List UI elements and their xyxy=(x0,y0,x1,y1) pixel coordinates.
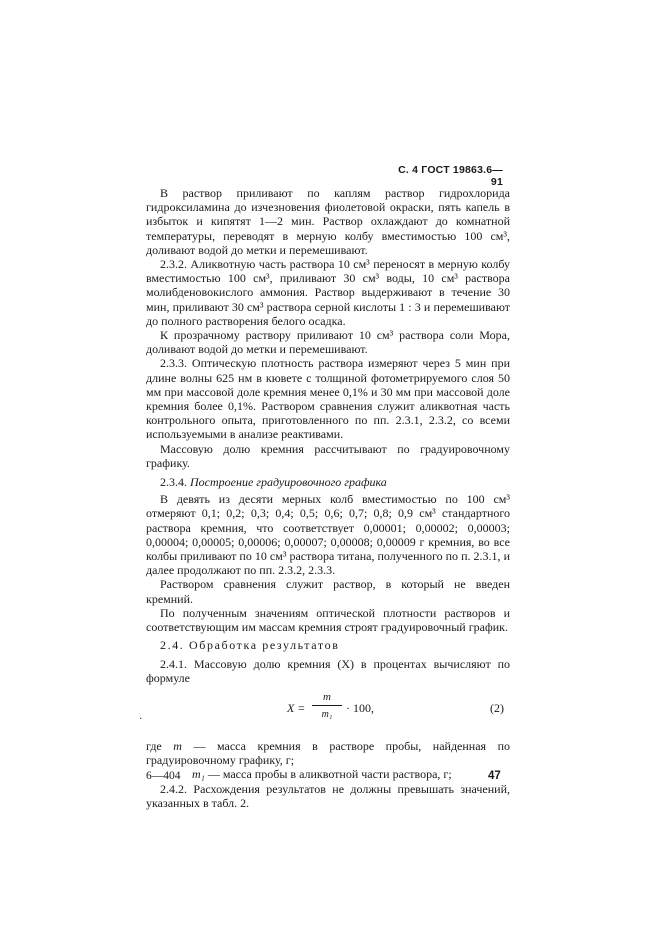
legend-m1-symbol: m₁ xyxy=(192,767,205,782)
legend-m-symbol: m xyxy=(173,738,182,753)
paragraph-1: В раствор приливают по каплям раствор гидрохлорида гидроксиламина до изчезновения фиолетовой окраски, пять капель в избыток и кипятят 1—2 мин. Раствор охлаждают до комнатной температуры, переводят в мерную колбу вместимостью 100 см³, доливают водой до метки и перемешивают. xyxy=(146,186,510,257)
formula-number: (2) xyxy=(490,700,504,715)
section-2-4-heading: 2.4. Обработка результатов xyxy=(160,638,340,653)
legend-prefix: где xyxy=(146,738,162,753)
page-header: С. 4 ГОСТ 19863.6—91 xyxy=(398,164,503,188)
paragraph-2-4-2: 2.4.2. Расхождения результатов не должны превышать значений, указанных в табл. 2. xyxy=(146,781,510,810)
formula-numerator: m xyxy=(323,690,331,703)
formula-fraction xyxy=(310,691,344,721)
legend-m1-description: — масса пробы в аликвотной части раствора, г; xyxy=(207,767,452,782)
page-number: 47 xyxy=(488,770,501,782)
paragraph-reference-solution: Раствором сравнения служит раствор, в который не введен кремний. xyxy=(146,577,510,606)
margin-dot: · xyxy=(139,713,143,725)
legend-m1 xyxy=(146,767,510,781)
paragraph-2-3-2: 2.3.2. Аликвотную часть раствора 10 см³ переносят в мерную колбу вместимостью 100 см³, приливают 30 см³ воды, 10 см³ раствора молибденовокислого аммония. Раствор выдерживают в течение 30 мин, приливают 30 см³ раствора серной кислоты 1 : 3 и перемешивают до полного растворения белого осадка. xyxy=(146,257,510,328)
paragraph-mass-fraction: Массовую долю кремния рассчитывают по градуировочному графику. xyxy=(146,441,510,470)
section-2-3-4-heading xyxy=(146,475,510,489)
paragraph-calibration: В девять из десяти мерных колб вместимостью по 100 см³ отмеряют 0,1; 0,2; 0,3; 0,4; 0,5; 0,6; 0,7; 0,8; 0,9 см³ стандартного раствора кремния, что соответствует 0,00001; 0,00002; 0,00003; 0,00004; 0,00005; 0,00006; 0,00007; 0,00008; 0,00009 г кремния, во все колбы приливают по 10 см³ раствора титана, полученного по п. 2.3.1, и далее продолжают по пп. 2.3.2, 2.3.3. xyxy=(146,492,510,578)
formula-legend xyxy=(146,739,510,782)
footer-signature: 6—404 xyxy=(146,770,181,782)
paragraph-plot-graph: По полученным значениям оптической плотности растворов и соответствующим им массам кремния строят градуировочный график. xyxy=(146,605,510,635)
paragraph-2-3-3: 2.3.3. Оптическую плотность раствора измеряют через 5 мин при длине волны 625 нм в кювете с толщиной фотометрируемого слоя 50 мм при массовой доле кремния менее 0,1% и 30 мм при массовой доле кремния более 0,1%. Раствором сравнения служит аликвотная часть контрольного опыта, приготовленного по пп. 2.3.1, 2.3.2, со всеми используемыми в анализе реактивами. xyxy=(146,356,510,442)
formula-lhs: X xyxy=(287,700,295,715)
paragraph-mohr-salt: К прозрачному раствору приливают 10 см³ раствора соли Мора, доливают водой до метки и перемешивают. xyxy=(146,328,510,357)
section-title: Построение градуировочного графика xyxy=(190,475,387,490)
fraction-bar xyxy=(312,705,342,706)
paragraph-2-4-1: 2.4.1. Массовую долю кремния (X) в процентах вычисляют по формуле xyxy=(146,656,510,685)
legend-m-description: — масса кремния в растворе пробы, найденная по градуировочному графику, г; xyxy=(146,738,511,768)
section-number: 2.3.4. xyxy=(160,475,187,490)
document-body xyxy=(139,186,511,810)
formula-multiplier: · 100, xyxy=(346,700,374,715)
formula-equals: = xyxy=(298,700,305,715)
legend-m xyxy=(146,739,510,767)
formula-2 xyxy=(139,690,510,731)
formula-denominator: m₁ xyxy=(321,708,333,720)
